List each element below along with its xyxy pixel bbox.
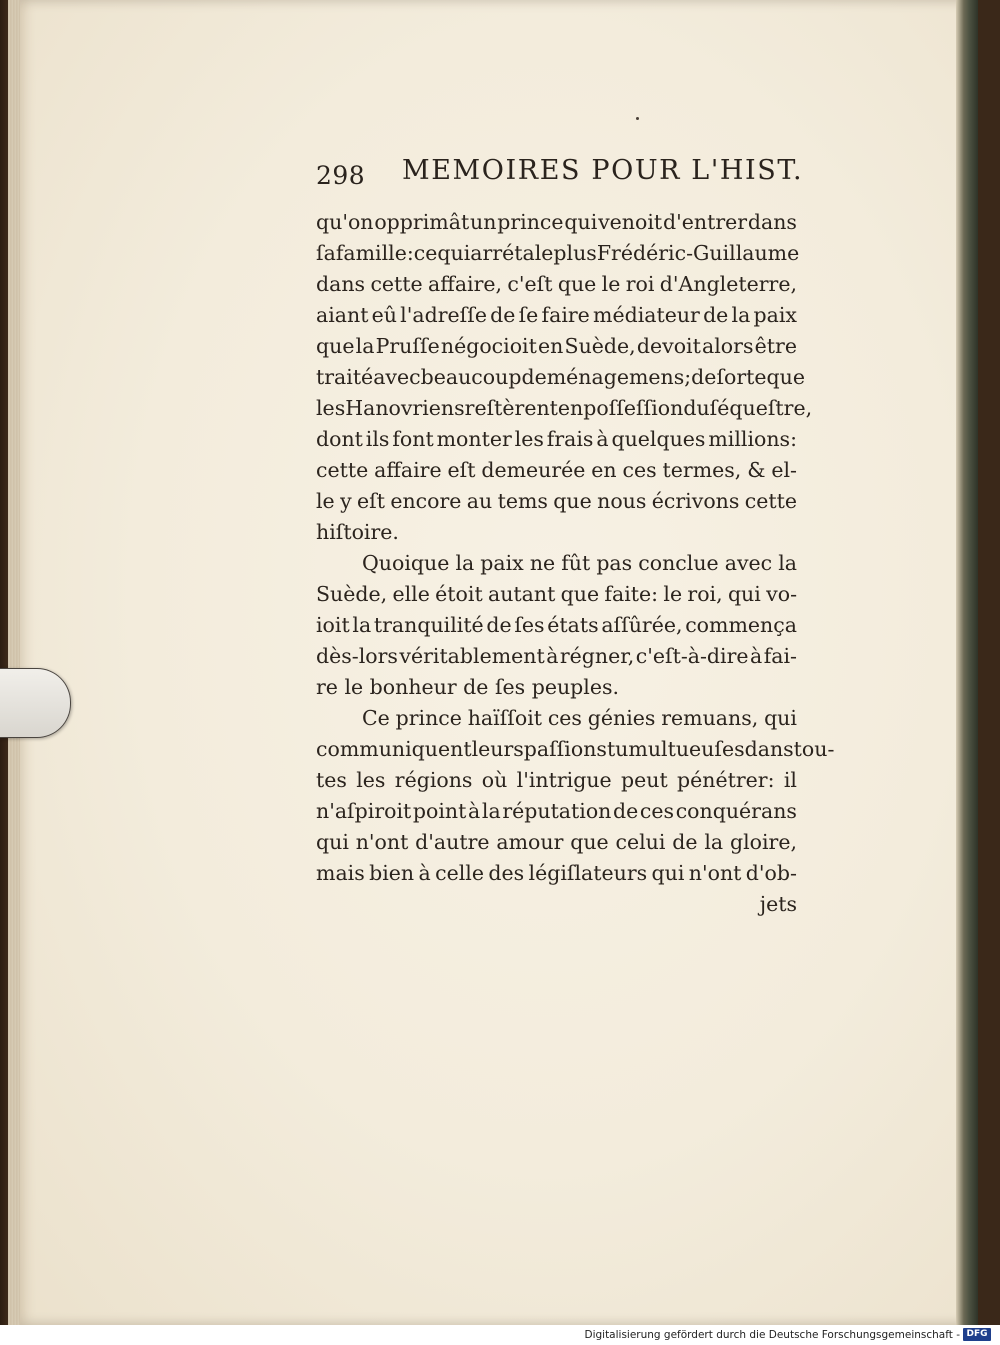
text-line: tes les régions où l'intrigue peut pénétrer: il (316, 768, 797, 792)
text-line: cette affaire eſt demeurée en ces termes, & el- (316, 458, 797, 482)
page-header (316, 155, 804, 195)
ink-speck (636, 117, 639, 120)
book-gutter (956, 0, 978, 1325)
paragraph-3 (316, 703, 835, 889)
text-line: Quoique la paix ne fût pas conclue avec la (362, 551, 797, 575)
text-line: le y eſt encore au tems que nous écrivons cette (316, 489, 797, 513)
text-line: les Hanovriens reſtèrent en poſſeſſion du ſéqueſtre, (316, 396, 813, 420)
page-body (316, 207, 835, 920)
text-line: dès-lors véritablement à régner, c'eſt-à-dire à fai- (316, 644, 797, 668)
text-line: que la Pruſſe négocioit en Suède, devoit alors être (316, 334, 797, 358)
text-line: mais bien à celle des légiſlateurs qui n'ont d'ob- (316, 861, 797, 885)
text-line: dont ils font monter les frais à quelques millions: (316, 427, 797, 451)
text-line: n'aſpiroit point à la réputation de ces conquérans (316, 799, 797, 823)
page-tab-marker (0, 668, 71, 738)
digitization-footer (0, 1325, 1000, 1345)
paragraph-1 (316, 207, 813, 548)
text-line: qu'on opprimât un prince qui venoit d'entrer dans (316, 210, 797, 234)
text-line: aiant eû l'adreſſe de ſe faire médiateur de la paix (316, 303, 797, 327)
running-title: MEMOIRES POUR L'HIST. (402, 155, 804, 186)
page-number: 298 (316, 161, 366, 190)
text-line: ſa famille: ce qui arréta le plus Frédéric-Guillaume (316, 241, 800, 265)
text-line: dans cette affaire, c'eſt que le roi d'Angleterre, (316, 272, 797, 296)
text-line: traité avec beaucoup de ménagemens; de ſorte que (316, 365, 806, 389)
dfg-credit: Digitalisierung gefördert durch die Deutsche Forschungsgemeinschaft - (584, 1329, 960, 1341)
dfg-logo-icon: DFG (963, 1328, 991, 1341)
paragraph-2 (316, 548, 797, 703)
text-line: ioit la tranquilité de ſes états aſſûrée, commença (316, 613, 797, 637)
text-line: qui n'ont d'autre amour que celui de la gloire, (316, 830, 797, 854)
catchword: jets (759, 892, 797, 916)
text-line: Ce prince haïſſoit ces génies remuans, qui (362, 706, 797, 730)
text-line: re le bonheur de ſes peuples. (316, 675, 620, 699)
text-line: communiquent leurs paſſions tumultueuſes dans tou- (316, 737, 835, 761)
text-line: hiſtoire. (316, 520, 399, 544)
text-line: Suède, elle étoit autant que faite: le roi, qui vo- (316, 582, 797, 606)
